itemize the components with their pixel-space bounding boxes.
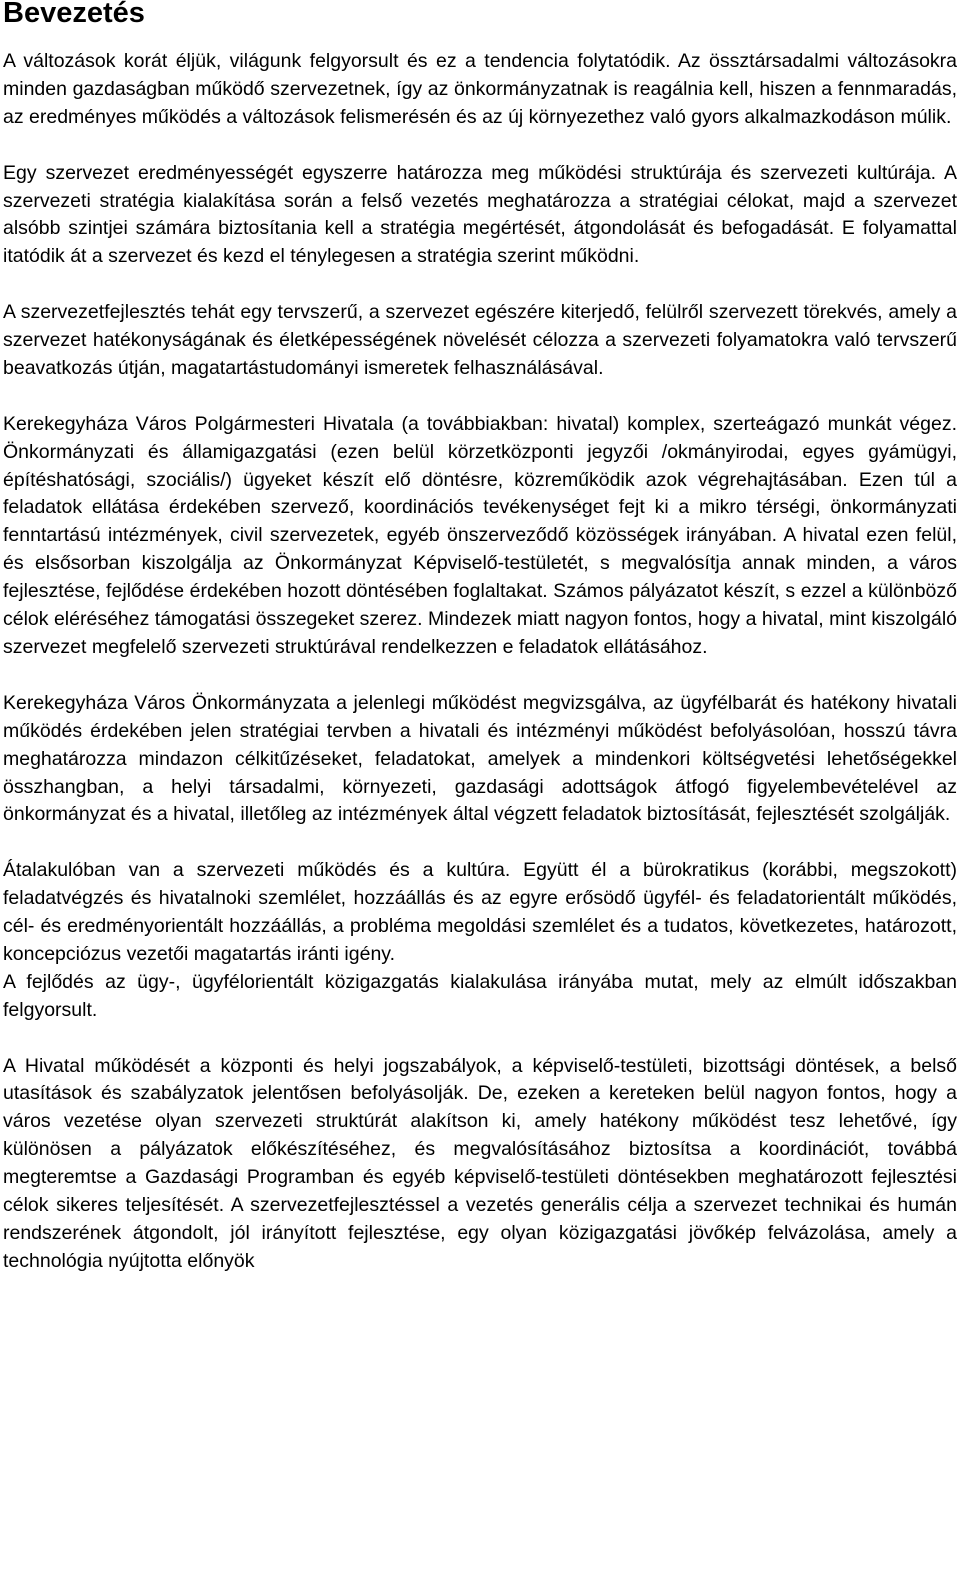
page-title: Bevezetés [3,0,145,29]
paragraph-municipality-goals: Kerekegyháza Város Önkormányzata a jelenlegi működést megvizsgálva, az ügyfélbarát és hatékony hivatali működés érdekében jelen stratégiai tervben a hivatali és intézményi működést befolyásolóan, hosszú távra meghatározza mindazon célkitűzéseket, feladatokat, amelyek a mindenkori költségvetési lehetőségekkel összhangban, a helyi társadalmi, környezeti, gazdasági adottságok átfogó figyelembevételével az önkormányzat és a hivatal, illetőleg az intézmények által végzett feladatok biztosítását, fejlesztését szolgálják. [3,691,957,826]
paragraph-office-operation: A Hivatal működését a központi és helyi jogszabályok, a képviselő-testületi, bizottsági döntések, a belső utasítások és szabályzatok jelentősen befolyásolják. De, ezeken a kereteken belül nagyon fontos, hogy a város vezetése olyan szervezeti struktúrát alakítson ki, amely hatékony működést tesz lehetővé, így különösen a pályázatok előkészítéséhez, és megvalósításához biztosítsa a koordinációt, továbbá megteremtse a Gazdasági Programban és egyéb képviselő-testületi döntésekben meghatározott fejlesztési célok sikeres teljesítését. A szervezetfejlesztéssel a vezetés generális célja a szervezet technikai és humán rendszerének átgondolt, jól irányított fejlesztése, egy olyan közigazgatási jövőkép felvázolása, amely a technológia nyújtotta előnyök [3,1054,957,1272]
paragraph-transformation: Átalakulóban van a szervezeti működés és a kultúra. Együtt él a bürokratikus (korábbi, megszokott) feladatvégzés és hivatalnoki szemlélet, hozzáállás és az egyre erősödő ügyfél- és feladatorientált működés, cél- és eredményorientált hozzáállás, a probléma megoldási szemlélet és a tudatos, következetes, határozott, koncepciózus vezetői magatartás iránti igény. [3,859,957,965]
paragraph-org-development: A szervezetfejlesztés tehát egy tervszerű, a szervezet egészére kiterjedő, felülről szervezett törekvés, amely a szervezet hatékonyságának és életképességének növelését célozza a szervezeti folyamatokra való tervszerű beavatkozás útján, magatartástudományi ismeretek felhasználásával. [3,301,957,379]
paragraph-development-direction: A fejlődés az ügy-, ügyfélorientált közigazgatás kialakulása irányába mutat, mely az elmúlt időszakban felgyorsult. [3,970,957,1021]
paragraph-strategy: Egy szervezet eredményességét egyszerre határozza meg működési struktúrája és szervezeti kultúrája. A szervezeti stratégia kialakítása során a felső vezetés meghatározza a stratégiai célokat, majd a szervezet alsóbb szintjei számára biztosítania kell a stratégia megértését, átgondolását és befogadását. E folyamattal itatódik át a szervezet és kezd el ténylegesen a stratégia szerint működni. [3,161,957,268]
paragraph-office-tasks: Kerekegyháza Város Polgármesteri Hivatala (a továbbiakban: hivatal) komplex, szerteágazó munkát végez. Önkormányzati és államigazgatási (ezen belül körzetközponti jegyzői /okmányirodai, egyes gyámügyi, építéshatósági, szociális/) ügyeket készít elő döntésre, közreműködik azok végrehajtásában. Ezen túl a feladatok ellátása érdekében szervező, koordinációs tevékenységet fejt ki a mikro térségi, önkormányzati fenntartású intézmények, civil szervezetek, egyéb önszerveződő közösségek irányában. A hivatal ezen felül, és elsősorban kiszolgálja az Önkormányzat Képviselő-testületét, s megvalósítja annak minden, a város fejlesztése, fejlődése érdekében hozott döntésében foglaltakat. Számos pályázatot készít, s ezzel a különböző célok eléréséhez támogatási összegeket szerez. Mindezek miatt nagyon fontos, hogy a hivatal, mint kiszolgáló szervezet megfelelő szervezeti struktúrával rendelkezzen e feladatok ellátásához. [3,412,957,658]
paragraph-intro: A változások korát éljük, világunk felgyorsult és ez a tendencia folytatódik. Az össztársadalmi változásokra minden gazdaságban működő szervezetnek, így az önkormányzatnak is reagálnia kell, hiszen a fennmaradás, az eredményes működés a változások felismerésén és az új környezethez való gyors alkalmazkodáson múlik. [3,50,957,128]
